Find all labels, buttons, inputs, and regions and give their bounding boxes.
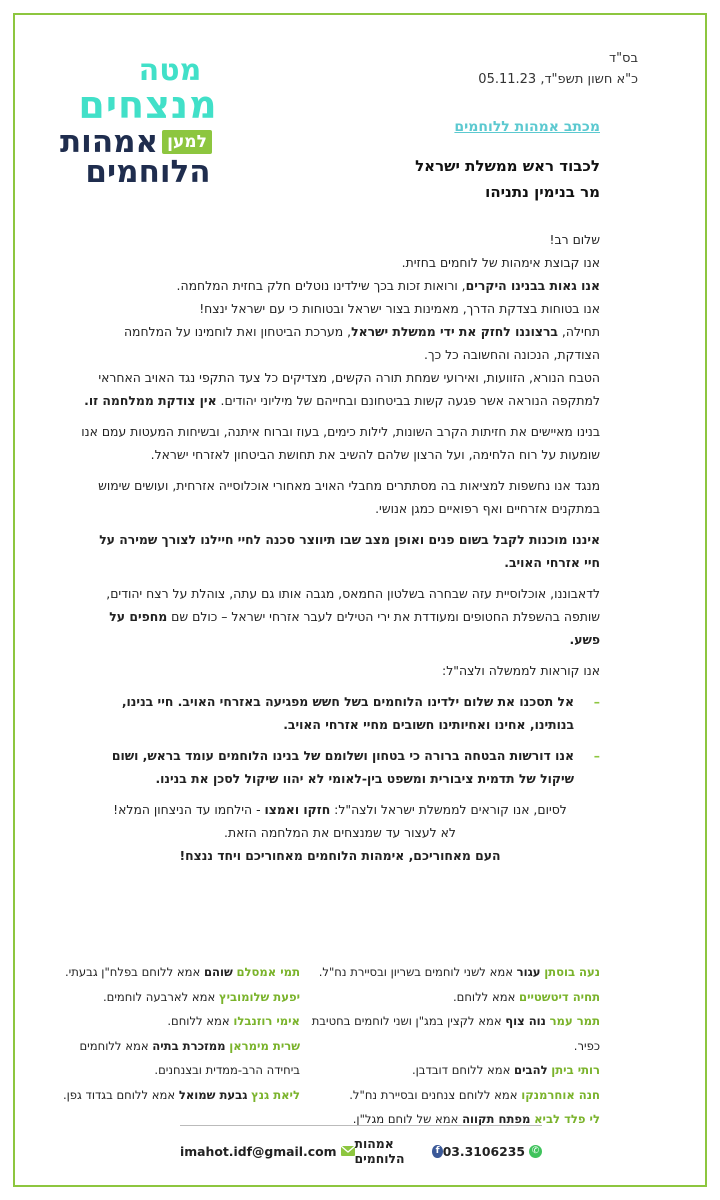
paragraph-5-bold: אין צודקת ממלחמה זו. <box>84 393 217 408</box>
paragraph-9-rest: לדאבוננו, אוכלוסיית עזה שבחרה בשלטון החמאס, מגבה אותו גם עתה, צוהלת על רצח יהודים, שותפה בהשפלת החטופים ומעודדת את ירי הטילים לעבר אזרחי ישראל – כולם שם <box>106 586 600 624</box>
footer-divider <box>180 1125 542 1126</box>
signature-desc: אמא לארבעה לוחמים. <box>102 989 219 1004</box>
signature-line <box>55 960 300 985</box>
paragraph-4 <box>80 320 600 366</box>
signature-desc: אמא ללוחם בפלח"ן גבעתי. <box>64 965 204 979</box>
signature-line <box>55 985 300 1010</box>
signature-line <box>300 985 600 1010</box>
paragraph-10: אנו קוראות לממשלה ולצה"ל: <box>442 663 600 678</box>
signature-desc: אמא ללוחם. <box>452 989 520 1004</box>
signature-name: לי פלד לביא <box>534 1112 600 1126</box>
signature-desc: אמא ללוחמים ביחידה הרב-ממדית ובצנחנים. <box>79 1038 300 1077</box>
signature-line <box>55 1083 300 1108</box>
recipient-line-1: לכבוד ראש ממשלת ישראל <box>415 157 600 175</box>
facebook-icon: f <box>432 1145 442 1158</box>
paragraph-4-start: תחילה, <box>557 324 600 339</box>
paragraph-5 <box>80 366 600 412</box>
signature-name: תמר עמר <box>549 1014 600 1028</box>
letter-body <box>80 228 600 867</box>
footer-facebook[interactable] <box>355 1136 443 1166</box>
signature-line <box>55 1034 300 1083</box>
dash-icon: – <box>593 748 600 763</box>
greeting: שלום רב! <box>549 232 600 247</box>
signature-name: תמי אמסלם <box>236 965 300 979</box>
recipient <box>200 153 600 205</box>
date-text: כ"א חשון תשפ"ד, 05.11.23 <box>478 72 638 87</box>
signatures-left <box>55 960 300 1107</box>
list-item <box>80 690 600 736</box>
list-item <box>80 744 600 790</box>
signature-line <box>300 1083 600 1108</box>
recipient-line-2: מר בנימין נתניהו <box>485 183 600 201</box>
paragraph-2 <box>80 274 600 297</box>
closing-1 <box>80 798 600 821</box>
signature-name: נעה בוסתן <box>544 965 600 979</box>
signature-name: רותי ביתן <box>551 1063 600 1077</box>
signature-place: להבים <box>514 1063 548 1077</box>
signature-desc: אמא ללוחם. <box>167 1014 234 1028</box>
signature-desc: אמא של לוחם מגל"ן. <box>352 1112 463 1126</box>
logo-line-1: מטה <box>138 53 202 88</box>
paragraph-2-bold: אנו גאות בבנינו היקרים <box>465 278 600 293</box>
paragraph-9 <box>80 582 600 651</box>
besad-text: בס"ד <box>608 51 638 66</box>
signature-name: יפעת שלומוביץ <box>218 989 300 1004</box>
closing-3-bold: העם מאחוריכם, אימהות הלוחמים מאחוריכם ויחד ננצח! <box>179 848 501 863</box>
paragraph-5-rest: הטבח הנורא, הזוועות, ואירועי שמחת תורה הקשים, מצדיקים כל צעד התקפי נגד האויב האחראי למתקפה הנוראה אשר פגעה קשות בביטחונם ובחייהם של מיליוני יהודים. <box>98 370 600 408</box>
logo-badge: למען <box>162 130 212 154</box>
bullet-1-text: אל תסכנו את שלום ילדינו הלוחמים בשל חשש מפגיעה באזרחי האויב. חיי בנינו, בנותינו, אחינו ואחיותינו חשובים מחיי אזרחי האויב. <box>121 694 574 732</box>
signature-name: אימי רוזנבלו <box>233 1014 300 1028</box>
signature-line <box>300 1107 600 1132</box>
signature-name: תחיה דיטשטיים <box>519 989 600 1004</box>
footer-email[interactable] <box>180 1144 355 1159</box>
footer <box>180 1136 542 1166</box>
signature-place: נוה צוף <box>505 1014 546 1028</box>
closing-1-rest: - הילחמו עד הניצחון המלא! <box>113 802 265 817</box>
paragraph-4-rest: , מערכת הביטחון ואת לוחמינו על המלחמה הצודקת, הנכונה והחשובה כל כך. <box>123 324 600 362</box>
whatsapp-icon: ✆ <box>529 1145 542 1158</box>
signature-line <box>300 960 600 985</box>
date-block <box>438 48 638 90</box>
signature-line <box>55 1009 300 1034</box>
letter-subject: מכתב אמהות ללוחמים <box>454 119 600 135</box>
signature-name: חנה אוחרמנקו <box>521 1087 600 1102</box>
closing-3 <box>80 844 600 867</box>
dash-icon: – <box>593 694 600 709</box>
logo-line-3-text: אמהות <box>60 124 159 160</box>
closing-2: לא לעצור עד שמנצחים את המלחמה הזאת. <box>224 825 456 840</box>
paragraph-8 <box>80 528 600 574</box>
mail-icon <box>341 1146 355 1156</box>
logo-line-4: הלוחמים <box>85 154 211 190</box>
demands-list <box>80 690 600 790</box>
signature-desc: אמא לקצין במג"ן ושני לוחמים בחטיבת כפיר. <box>311 1014 600 1053</box>
phone-number: 03.3106235 <box>442 1143 525 1159</box>
bullet-2-text: אנו דורשות הבטחה ברורה כי בטחון ושלומם של בנינו הלוחמים עומד בראש, ושום שיקול של תדמית ציבורית ומשפט בין-לאומי לא יהוו שיקול לסכן את בנינו. <box>111 748 574 786</box>
closing-1-start: לסיום, אנו קוראים לממשלת ישראל ולצה"ל: <box>330 802 567 817</box>
logo-line-2: מנצחים <box>78 83 218 127</box>
signature-line <box>300 1058 600 1083</box>
paragraph-3: אנו בטוחות בצדקת הדרך, מאמינות בצור ישראל ובטוחות כי עם ישראל ינצח! <box>199 301 600 316</box>
paragraph-8-bold: איננו מוכנות לקבל בשום פנים ואופן מצב שבו תיווצר סכנה לחיי חיילנו לצורך שמירה על חיי אזרחי האויב. <box>99 532 600 570</box>
paragraph-2-rest: , ורואות זכות בכך שילדינו נוטלים חלק בחזית המלחמה. <box>176 278 466 293</box>
signatures-right <box>300 960 600 1132</box>
email-address: imahot.idf@gmail.com <box>180 1143 337 1159</box>
paragraph-9-bold: מחפים על פשע. <box>109 609 600 647</box>
signature-place: מפתח תקווה <box>462 1112 531 1126</box>
paragraph-1: אנו קבוצת אימהות של לוחמים בחזית. <box>401 255 600 270</box>
facebook-page: אמהות הלוחמים <box>354 1136 405 1166</box>
signature-desc: אמא ללוחם דובדבן. <box>411 1063 515 1077</box>
signature-name: שרית מימראן <box>229 1038 300 1053</box>
signature-place: עגור <box>516 965 541 979</box>
paragraph-7: מנגד אנו נחשפות למציאות בה מסתתרים מחבלי האויב מאחורי אוכלוסייה אזרחית, ועושים שימוש במתקנים אזרחיים ואף רפואיים כמגן אנושי. <box>98 478 600 516</box>
signature-place: ממזכרת בתיה <box>152 1038 226 1053</box>
signature-desc: אמא לשני לוחמים בשריון ובסיירת נח"ל. <box>318 965 517 979</box>
signature-name: ליאת גנץ <box>251 1087 300 1102</box>
footer-phone[interactable] <box>443 1144 542 1159</box>
signature-place: שוהם <box>203 965 233 979</box>
signature-desc: אמא ללוחם צנחנים ובסיירת נח"ל. <box>349 1087 522 1102</box>
signature-place: גבעת שמואל <box>178 1087 248 1102</box>
paragraph-6: בנינו מאיישים את חזיתות הקרב השונות, לילות כימים, בעוז וברוח איתנה, ובשיחות המעטות עמם אנו שומעות על רוח הלחימה, ועל הרצון שלהם להשיב את תחושת הביטחון לאזרחי ישראל. <box>81 424 600 462</box>
closing-1-bold: חזקו ואמצו <box>264 802 331 817</box>
signature-line <box>300 1009 600 1058</box>
paragraph-4-bold: ברצוננו לחזק את ידי ממשלת ישראל <box>351 324 558 339</box>
signature-desc: אמא ללוחם בגדוד גפן. <box>62 1087 179 1102</box>
